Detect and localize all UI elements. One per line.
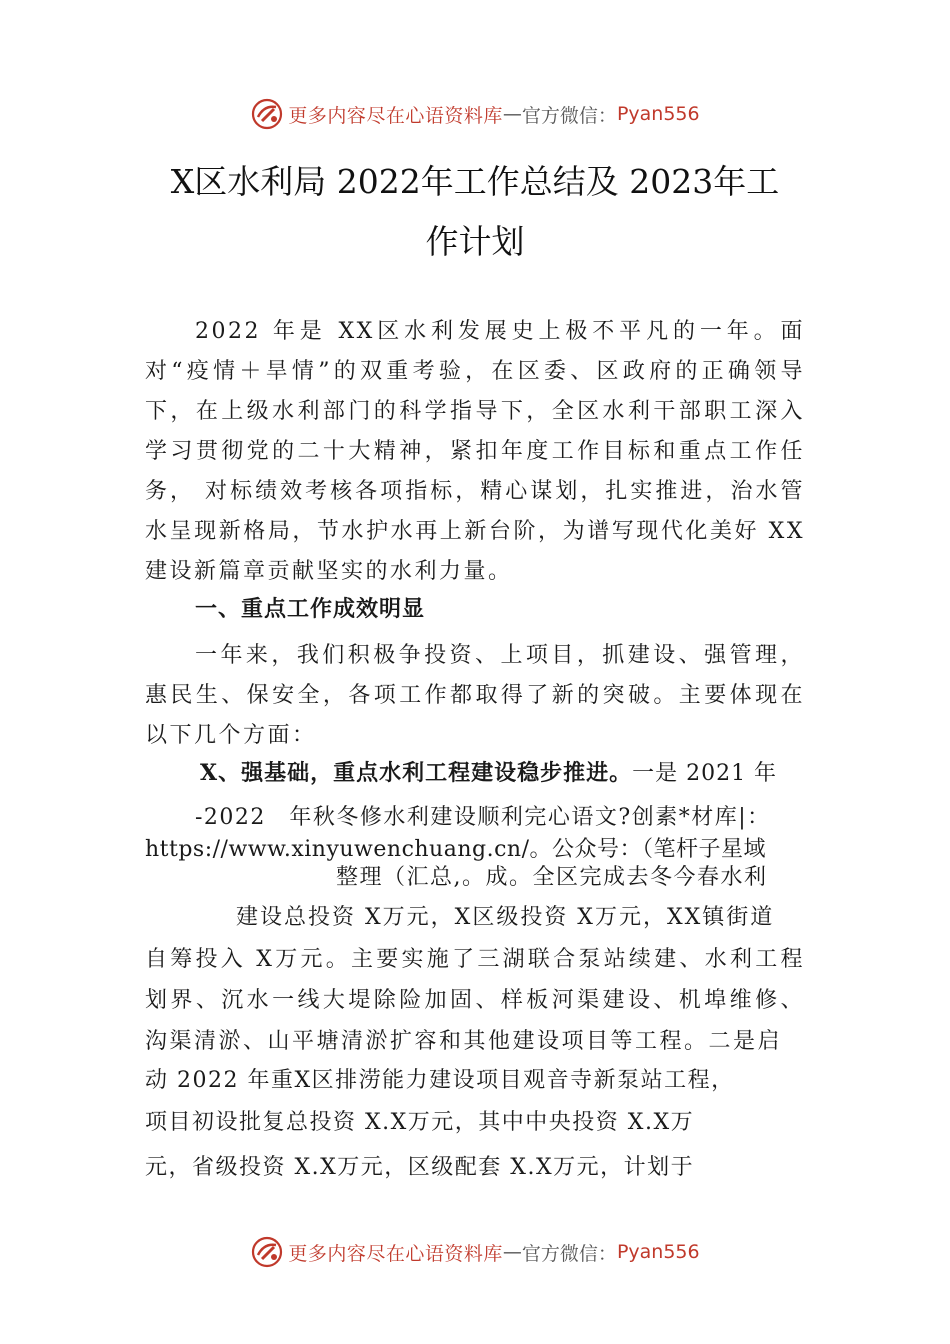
title-line-1: X区水利局 2022年工作总结及 2023年工 [170, 162, 780, 201]
text-line-c: 整理（汇总,。成。全区完成去冬今春水利 [336, 865, 768, 890]
paragraph-projects: 自筹投入 X万元。主要实施了三湖联合泵站续建、水利工程划界、沉水一线大堤除险加固、样板河渠建设、机埠维修、沟渠清淤、山平塘清淤扩容和其他建设项目等工程。二是启 [145, 947, 805, 1054]
watermark-text: 更多内容尽在心语资料库 [288, 104, 503, 127]
paragraph-intro: 2022 年是 XX区水利发展史上极不平凡的一年。面对“疫情＋旱情”的双重考验，在区委、区政府的正确领导下，在上级水利部门的科学指导下，全区水利干部职工深入学习贯彻党的二十大精神，紧扣年度工作目标和重点工作任务， 对标绩效考核各项指标，精心谋划，扎实推进，治水管水呈现新格局，节水护水再上新台阶，为谱写现代化美好 XX建设新篇章贡献坚实的水利力量。 [145, 319, 805, 584]
text-line-b: https://www.xinyuwenchuang.cn/。公众号：（笔杆子星域 [145, 837, 766, 862]
paragraph-overview: 一年来，我们积极争投资、上项目，抓建设、强管理，惠民生、保安全，各项工作都取得了新的突破。主要体现在以下几个方面： [145, 643, 805, 748]
watermark-wechat-id: Pyan556 [616, 103, 700, 125]
watermark-wechat-id: Pyan556 [616, 1241, 700, 1263]
text-line-d: 建设总投资 X万元，X区级投资 X万元，XX镇街道 [236, 905, 775, 930]
watermark-wechat-label: 官方微信： [521, 1242, 617, 1265]
text-line-g: 元，省级投资 X.X万元，区级配套 X.X万元，计划于 [145, 1155, 695, 1180]
watermark-logo-icon [250, 97, 284, 131]
subsection-text: 一是 2021 年 [632, 761, 778, 786]
text-line-a: -2022 年秋冬修水利建设顺利完心语文?创素*材库|： [195, 805, 771, 830]
text-line-e: 动 2022 年重X区排涝能力建设项目观音寺新泵站工程， [145, 1068, 735, 1093]
watermark-dash: — [502, 1241, 522, 1263]
document-title [145, 152, 805, 272]
watermark-wechat-label: 官方微信： [521, 104, 617, 127]
section-heading-1: 一、重点工作成效明显 [195, 596, 426, 622]
watermark-top [0, 94, 950, 134]
watermark-bottom [0, 1232, 950, 1272]
watermark-text: 更多内容尽在心语资料库 [288, 1242, 503, 1265]
subsection-heading: X、强基础，重点水利工程建设稳步推进。 [200, 760, 633, 786]
watermark-dash: — [502, 103, 522, 125]
title-line-2: 作计划 [425, 222, 525, 261]
watermark-logo-icon [250, 1235, 284, 1269]
subsection-line [200, 756, 777, 787]
text-line-f: 项目初设批复总投资 X.X万元，其中中央投资 X.X万 [145, 1110, 695, 1135]
